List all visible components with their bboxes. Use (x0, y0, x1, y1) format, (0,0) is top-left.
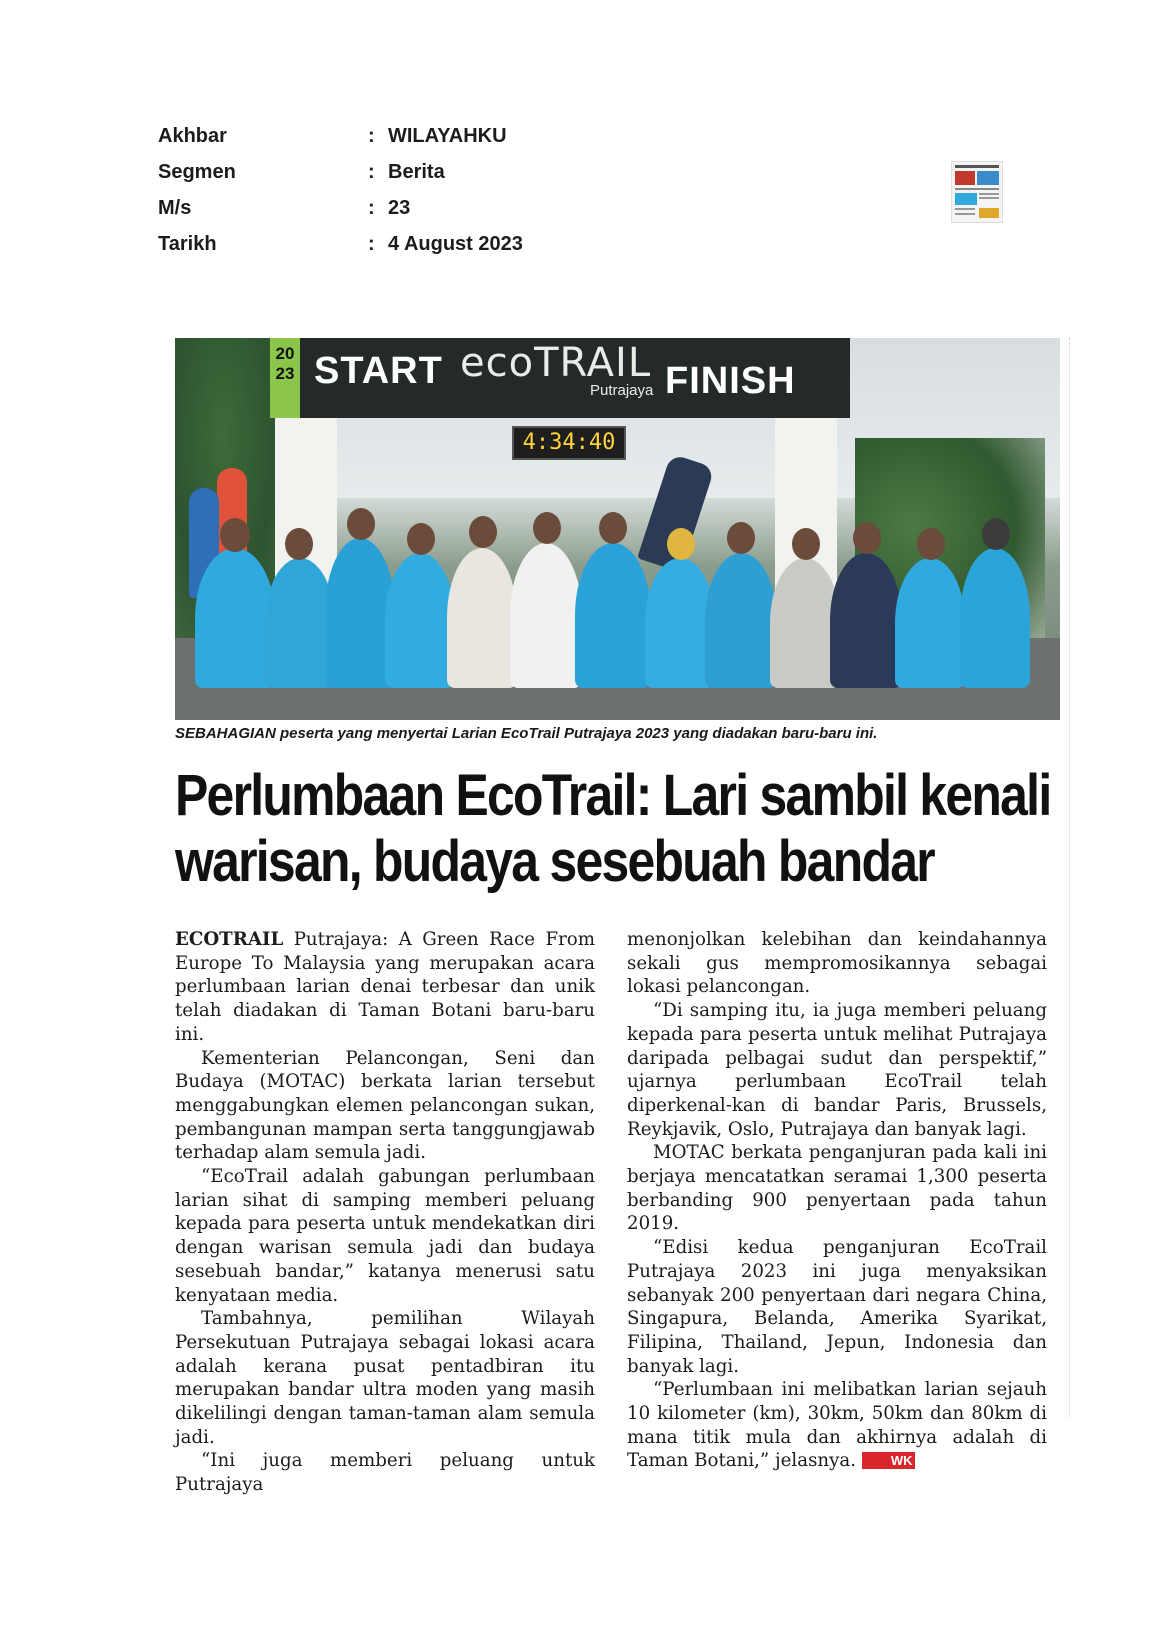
article-paragraph: MOTAC berkata penganjuran pada kali ini berjaya mencatatkan seramai 1,300 peserta berbanding 900 penyertaan pada tahun 2019. (627, 1142, 1047, 1235)
article-paragraph (175, 928, 595, 1047)
runner (447, 548, 517, 688)
meta-colon: : (368, 124, 375, 147)
meta-row-akhbar (158, 118, 523, 154)
article-paragraph: “EcoTrail adalah gabungan perlumbaan larian sihat di samping memberi peluang kepada para peserta untuk mendekatkan diri dengan warisan semula jadi dan budaya sesebuah bandar,” katanya menerusi satu kenyataan media. (175, 1166, 595, 1306)
runner-head (853, 522, 881, 554)
meta-row-tarikh (158, 226, 523, 262)
runner-head (917, 528, 945, 560)
meta-label: M/s (158, 196, 192, 219)
meta-label: Segmen (158, 160, 236, 183)
meta-value: 23 (388, 196, 411, 219)
arch-ecotrail-logo: ecoTRAIL (460, 340, 652, 386)
clipping-meta (158, 118, 523, 262)
meta-value: 4 August 2023 (388, 232, 523, 255)
meta-value: Berita (388, 160, 445, 183)
meta-value: WILAYAHKU (388, 124, 507, 147)
article-paragraph (627, 1378, 1047, 1473)
finish-arch (270, 338, 850, 418)
runner-head (220, 518, 250, 552)
headline-line: warisan, budaya sesebuah bandar (175, 829, 934, 894)
runner (575, 543, 651, 688)
article-paragraph: menonjolkan kelebihan dan keindahannya sekali gus mempromosikannya sebagai lokasi pelancongan. (627, 929, 1047, 998)
runner (960, 548, 1030, 688)
runner-head (407, 523, 435, 555)
runner (895, 558, 965, 688)
meta-row-ms (158, 190, 523, 226)
arch-putrajaya-text: Putrajaya (590, 382, 654, 399)
event-photo (175, 338, 1060, 720)
runners-group (185, 508, 1045, 688)
column-rule (1069, 338, 1070, 1418)
article-paragraph: “Edisi kedua penganjuran EcoTrail Putrajaya 2023 ini juga menyaksikan sebanyak 200 penyertaan dari negara China, Singapura, Belanda, Amerika Syarikat, Filipina, Thailand, Jepun, Indonesia dan banyak lagi. (627, 1237, 1047, 1377)
meta-colon: : (368, 160, 375, 183)
article-column-right (627, 928, 1047, 1473)
runner (385, 553, 455, 688)
wk-end-badge: WK (862, 1452, 916, 1469)
runner (195, 548, 275, 688)
arch-year: 20 23 (270, 338, 300, 418)
article-paragraph: “Ini juga memberi peluang untuk Putrajaya (175, 1450, 595, 1496)
runner-head (982, 518, 1010, 550)
page-thumbnail (951, 161, 1003, 223)
meta-row-segmen (158, 154, 523, 190)
paragraph-text: “Perlumbaan ini melibatkan larian sejauh 10 kilometer (km), 30km, 50km dan 80km di mana titik mula dan akhirnya adalah di Taman Botani,” jelasnya. (627, 1379, 1047, 1472)
paragraph-text: Putrajaya: A Green Race From Europe To Malaysia yang merupakan acara perlumbaan larian denai terbesar dan unik telah diadakan di Taman Botani baru-baru ini. (175, 929, 595, 1045)
meta-label: Tarikh (158, 232, 217, 255)
runner-head (469, 516, 497, 548)
arch-start-text: START (314, 350, 443, 392)
runner-head (285, 528, 313, 560)
meta-colon: : (368, 232, 375, 255)
article-paragraph: Tambahnya, pemilihan Wilayah Persekutuan Putrajaya sebagai lokasi acara adalah kerana pusat pentadbiran itu merupakan bandar ultra moden yang masih dikelilingi dengan taman-taman alam semula jadi. (175, 1308, 595, 1448)
article-headline (175, 763, 1051, 895)
lead-word: ECOTRAIL (175, 929, 284, 950)
runner-head (727, 522, 755, 554)
photo-caption: SEBAHAGIAN peserta yang menyertai Larian EcoTrail Putrajaya 2023 yang diadakan baru-baru ini. (175, 725, 878, 742)
article-column-left (175, 928, 595, 1497)
runner-head (347, 508, 375, 540)
race-clock: 4:34:40 (512, 426, 626, 460)
runner-head (792, 528, 820, 560)
article-paragraph: “Di samping itu, ia juga memberi peluang kepada para peserta untuk melihat Putrajaya daripada pelbagai sudut dan perspektif,” ujarnya perlumbaan EcoTrail telah diperkenal-kan di bandar Paris, Brussels, Reykjavik, Oslo, Putrajaya dan banyak lagi. (627, 1000, 1047, 1140)
article-paragraph: Kementerian Pelancongan, Seni dan Budaya (MOTAC) berkata larian tersebut menggabungkan elemen pelancongan sukan, pembangunan mampan serta tanggungjawab terhadap alam semula jadi. (175, 1047, 595, 1164)
runner-head (533, 512, 561, 544)
headline-line: Perlumbaan EcoTrail: Lari sambil kenali (175, 763, 1051, 828)
meta-colon: : (368, 196, 375, 219)
runner (510, 543, 582, 688)
runner-head (667, 528, 695, 560)
arch-finish-text: FINISH (665, 360, 796, 402)
runner (830, 553, 902, 688)
runner (705, 553, 777, 688)
meta-label: Akhbar (158, 124, 227, 147)
runner-head (599, 512, 627, 544)
